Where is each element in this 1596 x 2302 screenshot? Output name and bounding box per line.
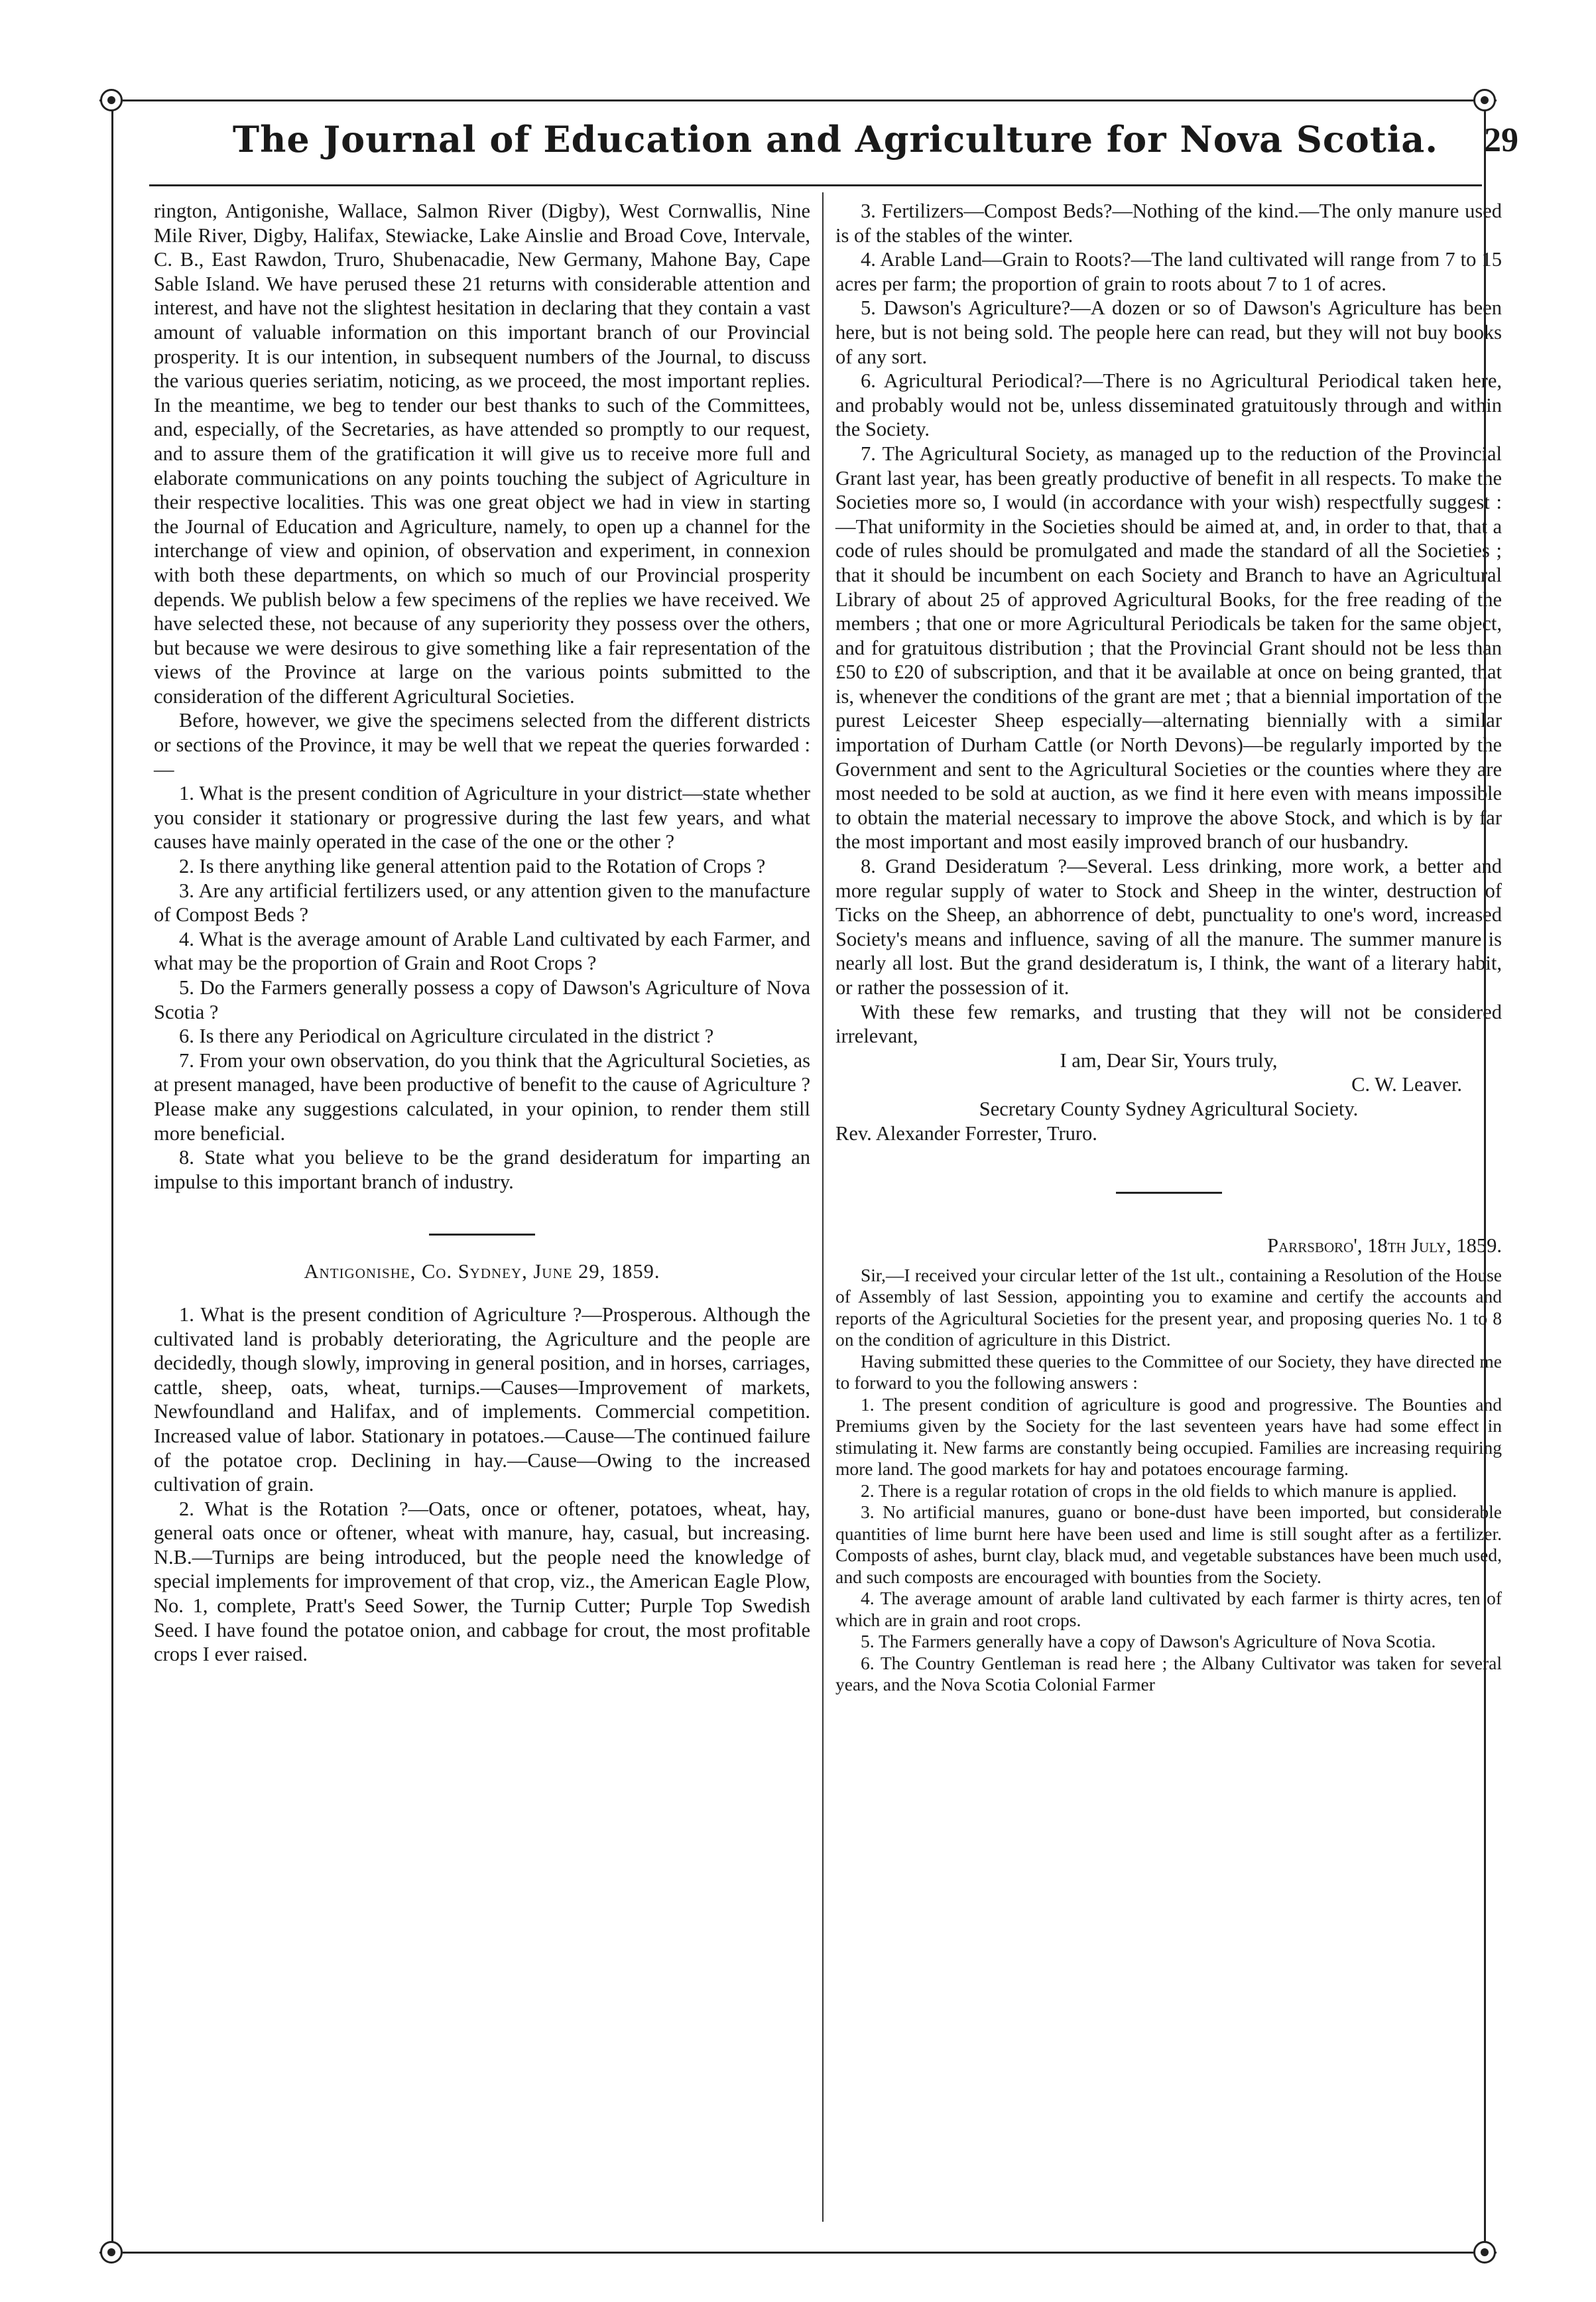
page-number: 29 (1484, 121, 1518, 159)
letter-paragraph: 1. The present condition of agriculture is good and progressive. The Bounties and Premiums given by the Society for the last seventeen years have had some effect in stimulating it. New farms are constantly being occupied. Families are increasing requiring more land. The good markets for hay and potatoes encourage farming. (835, 1393, 1502, 1480)
letter-paragraph: 5. The Farmers generally have a copy of Dawson's Agriculture of Nova Scotia. (861, 1631, 1436, 1652)
left-border-line (111, 99, 113, 2254)
dateline: Parrsboro', 18th July, 1859. (1267, 1234, 1502, 1257)
letter-paragraph: 2. There is a regular rotation of crops in the old fields to which manure is applied. (861, 1480, 1457, 1501)
answer-item: 1. What is the present condition of Agriculture ?—Prosperous. Although the cultivated land is probably deteriorating, the Agriculture and the people are decidedly, though slowly, improving in general position, and in horses, carriages, cattle, sheep, oats, wheat, turnips.—Causes—Improvement of markets, Newfoundland and Halifax, and of implements. Commercial competition. Increased value of labor. Stationary in potatoes.—Cause—The continued failure of the potatoe crop. Declining in hay.—Cause—Owing to the increased cultivation of grain. (154, 1303, 810, 1496)
page-header (153, 118, 1518, 178)
intro-paragraph: rington, Antigonishe, Wallace, Salmon River (Digby), West Cornwallis, Nine Mile River, Digby, Halifax, Stewiacke, Lake Ainslie and Broad Cove, Intervale, C. B., East Rawdon, Truro, Shubenacadie, New Germany, Mahone Bay, Cape Sable Island. We have perused these 21 returns with considerable attention and interest, and have not the slightest hesitation in declaring that they contain a vast amount of valuable information on this important branch of our Provincial prosperity. It is our intention, in subsequent numbers of the Journal, to discuss the various queries seriatim, noticing, as we proceed, the most important replies. In the meantime, we beg to tender our best thanks to such of the Committees, and, especially, of the Secretaries, as have attended so promptly to our request, and to assure them of the gratification it will give us to receive more full and elaborate communications on any points touching the subject of Agriculture in their respective localities. This was one great object we had in view in starting the Journal of Education and Agriculture, namely, to open up a channel for the interchange of view and opinion, of observation and experiment, in connexion with both these departments, on which so much of our Provincial prosperity depends. We publish below a few specimens of the replies we have received. We have selected these, not because of any superiority they possess over the others, but because we were desirous to give something like a fair representation of the views of the Province at large on the various points submitted to the consideration of the different Agricultural Societies. (154, 200, 810, 708)
column-divider (822, 192, 824, 2222)
answer-item: 6. Agricultural Periodical?—There is no Agricultural Periodical taken here, and probably would not be, unless disseminated gratuitously through and within the Society. (835, 369, 1502, 441)
query-item: 2. Is there anything like general attention paid to the Rotation of Crops ? (179, 855, 766, 878)
corner-ornament-icon (1473, 2241, 1496, 2264)
query-item: 4. What is the average amount of Arable Land cultivated by each Farmer, and what may be the proportion of Grain and Root Crops ? (154, 927, 810, 975)
letter-paragraph: Sir,—I received your circular letter of the 1st ult., containing a Resolution of the House of Assembly of last Session, appointing you to examine and certify the accounts and reports of the Agricultural Societies for the present year, and proposing queries No. 1 to 8 on the condition of agriculture in this District. (835, 1264, 1502, 1350)
query-item: 6. Is there any Periodical on Agriculture circulated in the district ? (179, 1025, 714, 1048)
signer-name: C. W. Leaver. (1351, 1073, 1462, 1096)
dateline: Antigonishe, Co. Sydney, June 29, 1859. (304, 1260, 660, 1283)
answer-item: 2. What is the Rotation ?—Oats, once or oftener, potatoes, wheat, hay, general oats once or oftener, wheat with manure, hay, casual, but increasing. N.B.—Turnips are being introduced, but the people need the knowledge of special implements for improvement of that crop, viz., the American Eagle Plow, No. 1, complete, Pratt's Seed Sower, the Turnip Cutter; Purple Top Swedish Seed. I have found the potatoe onion, and cabbage for crout, the most profitable crops I ever raised. (154, 1497, 810, 1666)
left-column (154, 199, 810, 1667)
section-divider (1116, 1192, 1222, 1194)
right-column (835, 199, 1502, 1696)
corner-ornament-icon (1473, 89, 1496, 111)
answer-item: 3. Fertilizers—Compost Beds?—Nothing of the kind.—The only manure used is of the stables of the winter. (835, 200, 1502, 247)
letter-paragraph: Having submitted these queries to the Committee of our Society, they have directed me to forward to you the following answers : (835, 1350, 1502, 1393)
letter-body (835, 1265, 1502, 1696)
answer-item: 5. Dawson's Agriculture?—A dozen or so of Dawson's Agriculture has been here, but is not being sold. The people here can read, but they will not buy books of any sort. (835, 296, 1502, 368)
section-divider (429, 1234, 535, 1236)
query-item: 8. State what you believe to be the grand desideratum for imparting an impulse to this important branch of industry. (154, 1146, 810, 1193)
query-item: 5. Do the Farmers generally possess a copy of Dawson's Agriculture of Nova Scotia ? (154, 976, 810, 1023)
top-border-line (99, 99, 1497, 101)
header-rule (149, 184, 1482, 186)
answer-item: 7. The Agricultural Society, as managed up to the reduction of the Provincial Grant last year, has been greatly productive of benefit in all respects. To make the Societies more so, I would (in accordance with your wish) respectfully suggest :—That uniformity in the Societies should be aimed at, and, in order to that, that a code of rules should be promulgated and made the standard of all the Societies ; that it should be incumbent on each Society and Branch to have an Agricultural Library of about 25 of approved Agricultural Books, for the free reading of the members ; that one or more Agricultural Periodicals be taken for the same object, and for gratuitous distribution ; that the Provincial Grant should not be less than £50 to £20 of subscription, and that it be available at once on being granted, that is, whenever the conditions of the grant are met ; that a biennial importation of the purest Leicester Sheep especially—alternating biennially with a similar importation of Durham Cattle (or North Devons)—be regularly imported by the Government and sent to the Agricultural Societies or the counties where they are most needed to be sold at auction, as we find it here even with means impossible to obtain the material necessary to improve the above Stock, and which is by far the most important and most easily improved branch of our husbandry. (835, 442, 1502, 854)
corner-ornament-icon (100, 2241, 123, 2264)
closing-salutation: I am, Dear Sir, Yours truly, (1060, 1049, 1278, 1072)
bottom-border-line (99, 2252, 1497, 2254)
corner-ornament-icon (100, 89, 123, 111)
query-item: 1. What is the present condition of Agriculture in your district—state whether you consider it stationary or progressive during the last few years, and what causes have mainly operated in the case of the one or the other ? (154, 782, 810, 854)
query-item: 7. From your own observation, do you think that the Agricultural Societies, as at present managed, have been productive of benefit to the cause of Agriculture ? Please make any suggestions calculated, in your opinion, to render them still more beneficial. (154, 1049, 810, 1145)
letter-paragraph: 3. No artificial manures, guano or bone-dust have been imported, but considerable quantities of lime burnt here have been used and lime is still sought after as a fertilizer. Composts of ashes, burnt clay, black mud, and vegetable substances have been much used, and such composts are encouraged with bounties from the Society. (835, 1502, 1502, 1587)
addressee: Rev. Alexander Forrester, Truro. (835, 1121, 1097, 1145)
answer-item: 4. Arable Land—Grain to Roots?—The land cultivated will range from 7 to 15 acres per farm; the proportion of grain to roots about 7 to 1 of acres. (835, 248, 1502, 295)
letter-paragraph: 4. The average amount of arable land cultivated by each farmer is thirty acres, ten of which are in grain and root crops. (835, 1588, 1502, 1630)
closing-remark: With these few remarks, and trusting that they will not be considered irrelevant, (835, 1000, 1502, 1048)
journal-title: The Journal of Education and Agriculture for Nova Scotia. (232, 118, 1439, 160)
answer-item: 8. Grand Desideratum ?—Several. Less drinking, more work, a better and more regular supply of water to Stock and Sheep in the winter, destruction of Ticks on the Sheep, an abhorrence of debt, punctuality to one's word, increased Society's means and influence, saving of all the manure. The summer manure is nearly all lost. But the grand desideratum is, I think, the want of a literary habit, or rather the possession of it. (835, 855, 1502, 999)
queries-intro: Before, however, we give the specimens selected from the different districts or sections of the Province, it may be well that we repeat the queries forwarded :— (154, 709, 810, 781)
signer-title: Secretary County Sydney Agricultural Society. (979, 1097, 1359, 1120)
query-item: 3. Are any artificial fertilizers used, or any attention given to the manufacture of Compost Beds ? (154, 879, 810, 927)
letter-paragraph: 6. The Country Gentleman is read here ; the Albany Cultivator was taken for several years, and the Nova Scotia Colonial Farmer (835, 1652, 1502, 1695)
